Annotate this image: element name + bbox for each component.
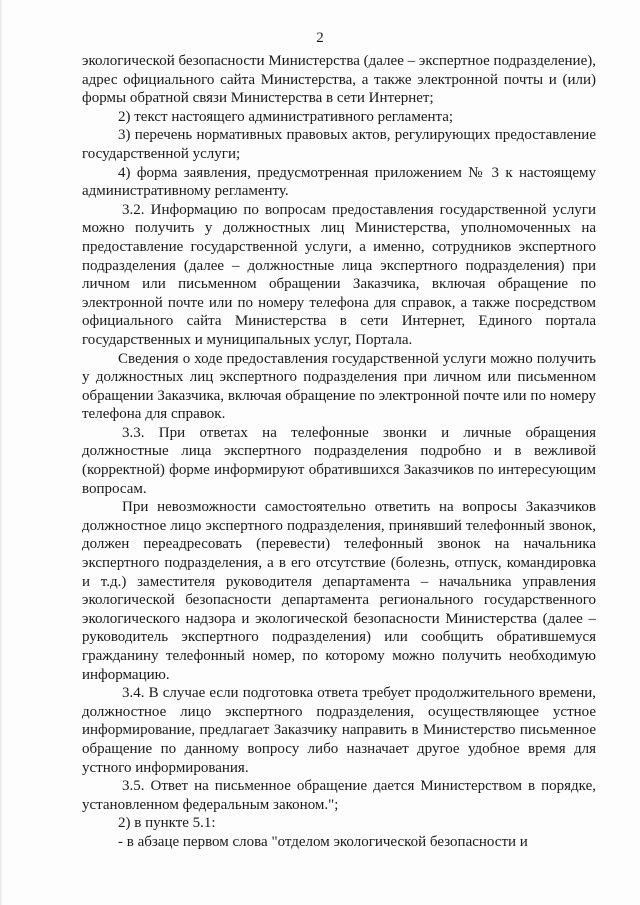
paragraph-status-info: Сведения о ходе предоставления государственной услуги можно получить у должностных лиц экспертного подразделения при личном или письменном обращении Заказчика, включая обращение по электронной почте или по номеру телефона для справок. [82,350,596,423]
paragraph-redirect-call: При невозможности самостоятельно ответить на вопросы Заказчиков должностное лицо экспертного подразделения, принявший телефонный звонок, должен переадресовать (перевести) телефонный звонок на начальника экспертного подразделения, а в его отсутствие (болезнь, отпуск, командировка и т.д.) заместителя руководителя департамента – начальника управления экологической безопасности департамента регионального государственного экологического надзора и экологической безопасности Министерства (далее – руководитель экспертного подразделения) или сообщить обратившемуся гражданину телефонный номер, по которому можно получить необходимую информацию. [82,499,596,683]
paragraph-item-2: 2) текст настоящего административного регламента; [118,108,454,125]
page-number: 2 [316,30,324,46]
paragraph-3-3: 3.3. При ответах на телефонные звонки и личные обращения должностные лица экспертного подразделения подробно и в вежливой (корректной) форме информируют обратившихся Заказчиков по интересующим вопросам. [82,424,596,497]
document-body [82,52,596,852]
paragraph-item-4: 4) форма заявления, предусмотренная приложением № 3 к настоящему административному регламенту. [82,164,596,200]
paragraph-abzac: - в абзаце первом слова "отделом экологической безопасности и [118,833,528,850]
paragraph-3-4: 3.4. В случае если подготовка ответа требует продолжительного времени, должностное лицо экспертного подразделения, осуществляющее устное информирование, предлагает Заказчику направить в Министерство письменное обращение по данному вопросу либо назначает другое удобное время для устного информирования. [82,685,596,776]
scan-edge-shadow [0,0,3,905]
paragraph-3-2: 3.2. Информацию по вопросам предоставления государственной услуги можно получить у должностных лиц Министерства, уполномоченных на предоставление государственной услуги, а именно, сотрудников экспертного подразделения (далее – должностные лица экспертного подразделения) при личном или письменном обращении Заказчика, включая обращение по электронной почте или по номеру телефона для справок, а также посредством официального сайта Министерства в сети Интернет, Единого портала государственных и муниципальных услуг, Портала. [82,201,596,348]
paragraph-item-3: 3) перечень нормативных правовых актов, регулирующих предоставление государственной услуги; [82,127,596,162]
paragraph-item-5-1: 2) в пункте 5.1: [118,815,216,832]
paragraph-3-5: 3.5. Ответ на письменное обращение дается Министерством в порядке, установленном федеральным законом."; [82,778,596,813]
paragraph-continuation: экологической безопасности Министерства (далее – экспертное подразделение), адрес официального сайта Министерства, а также электронной почты и (или) формы обратной связи Министерства в сети Интернет; [82,53,596,107]
